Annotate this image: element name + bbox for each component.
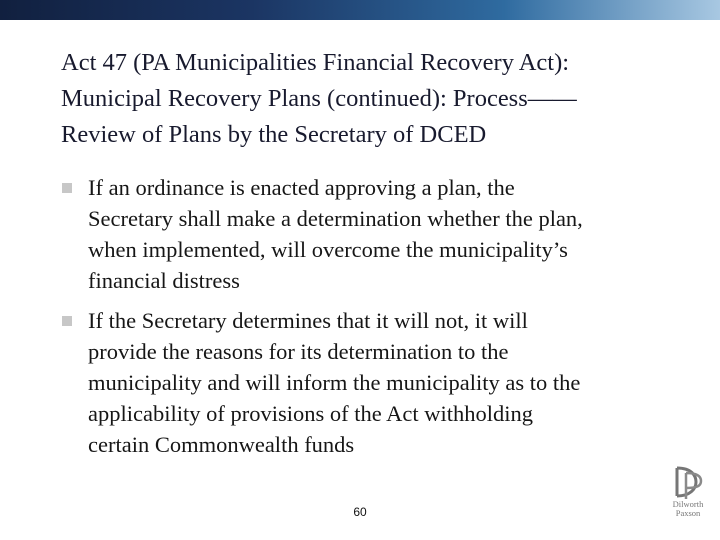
bullet-item <box>61 305 681 460</box>
bullet-line: when implemented, will overcome the municipality’s <box>88 237 568 262</box>
title-line: Review of Plans by the Secretary of DCED <box>61 121 487 148</box>
logo-line: Paxson <box>675 508 701 518</box>
header-bar <box>0 0 720 20</box>
square-bullet-icon <box>62 316 72 326</box>
bullet-line: financial distress <box>88 268 240 293</box>
title-line: Act 47 (PA Municipalities Financial Recovery Act): <box>61 49 570 76</box>
bullet-line: applicability of provisions of the Act withholding <box>88 401 533 426</box>
bullet-line: If the Secretary determines that it will not, it will <box>88 308 528 333</box>
bullet-line: provide the reasons for its determination to the <box>88 339 509 364</box>
bullet-line: Secretary shall make a determination whether the plan, <box>88 206 583 231</box>
logo-wordmark <box>664 500 712 518</box>
dilworth-paxson-logo <box>664 466 712 526</box>
bullet-item <box>61 172 681 296</box>
slide-title <box>61 45 701 153</box>
square-bullet-icon <box>62 183 72 193</box>
bullet-list <box>61 172 681 460</box>
bullet-text <box>88 172 681 296</box>
bullet-text <box>88 305 681 460</box>
bullet-line: If an ordinance is enacted approving a plan, the <box>88 175 515 200</box>
title-line: Municipal Recovery Plans (continued): Process—— <box>61 85 577 112</box>
dp-monogram-icon <box>668 466 708 500</box>
bullet-line: municipality and will inform the municipality as to the <box>88 370 581 395</box>
logo-line: Dilworth <box>672 499 704 509</box>
bullet-line: certain Commonwealth funds <box>88 432 355 457</box>
page-number: 60 <box>353 505 367 519</box>
